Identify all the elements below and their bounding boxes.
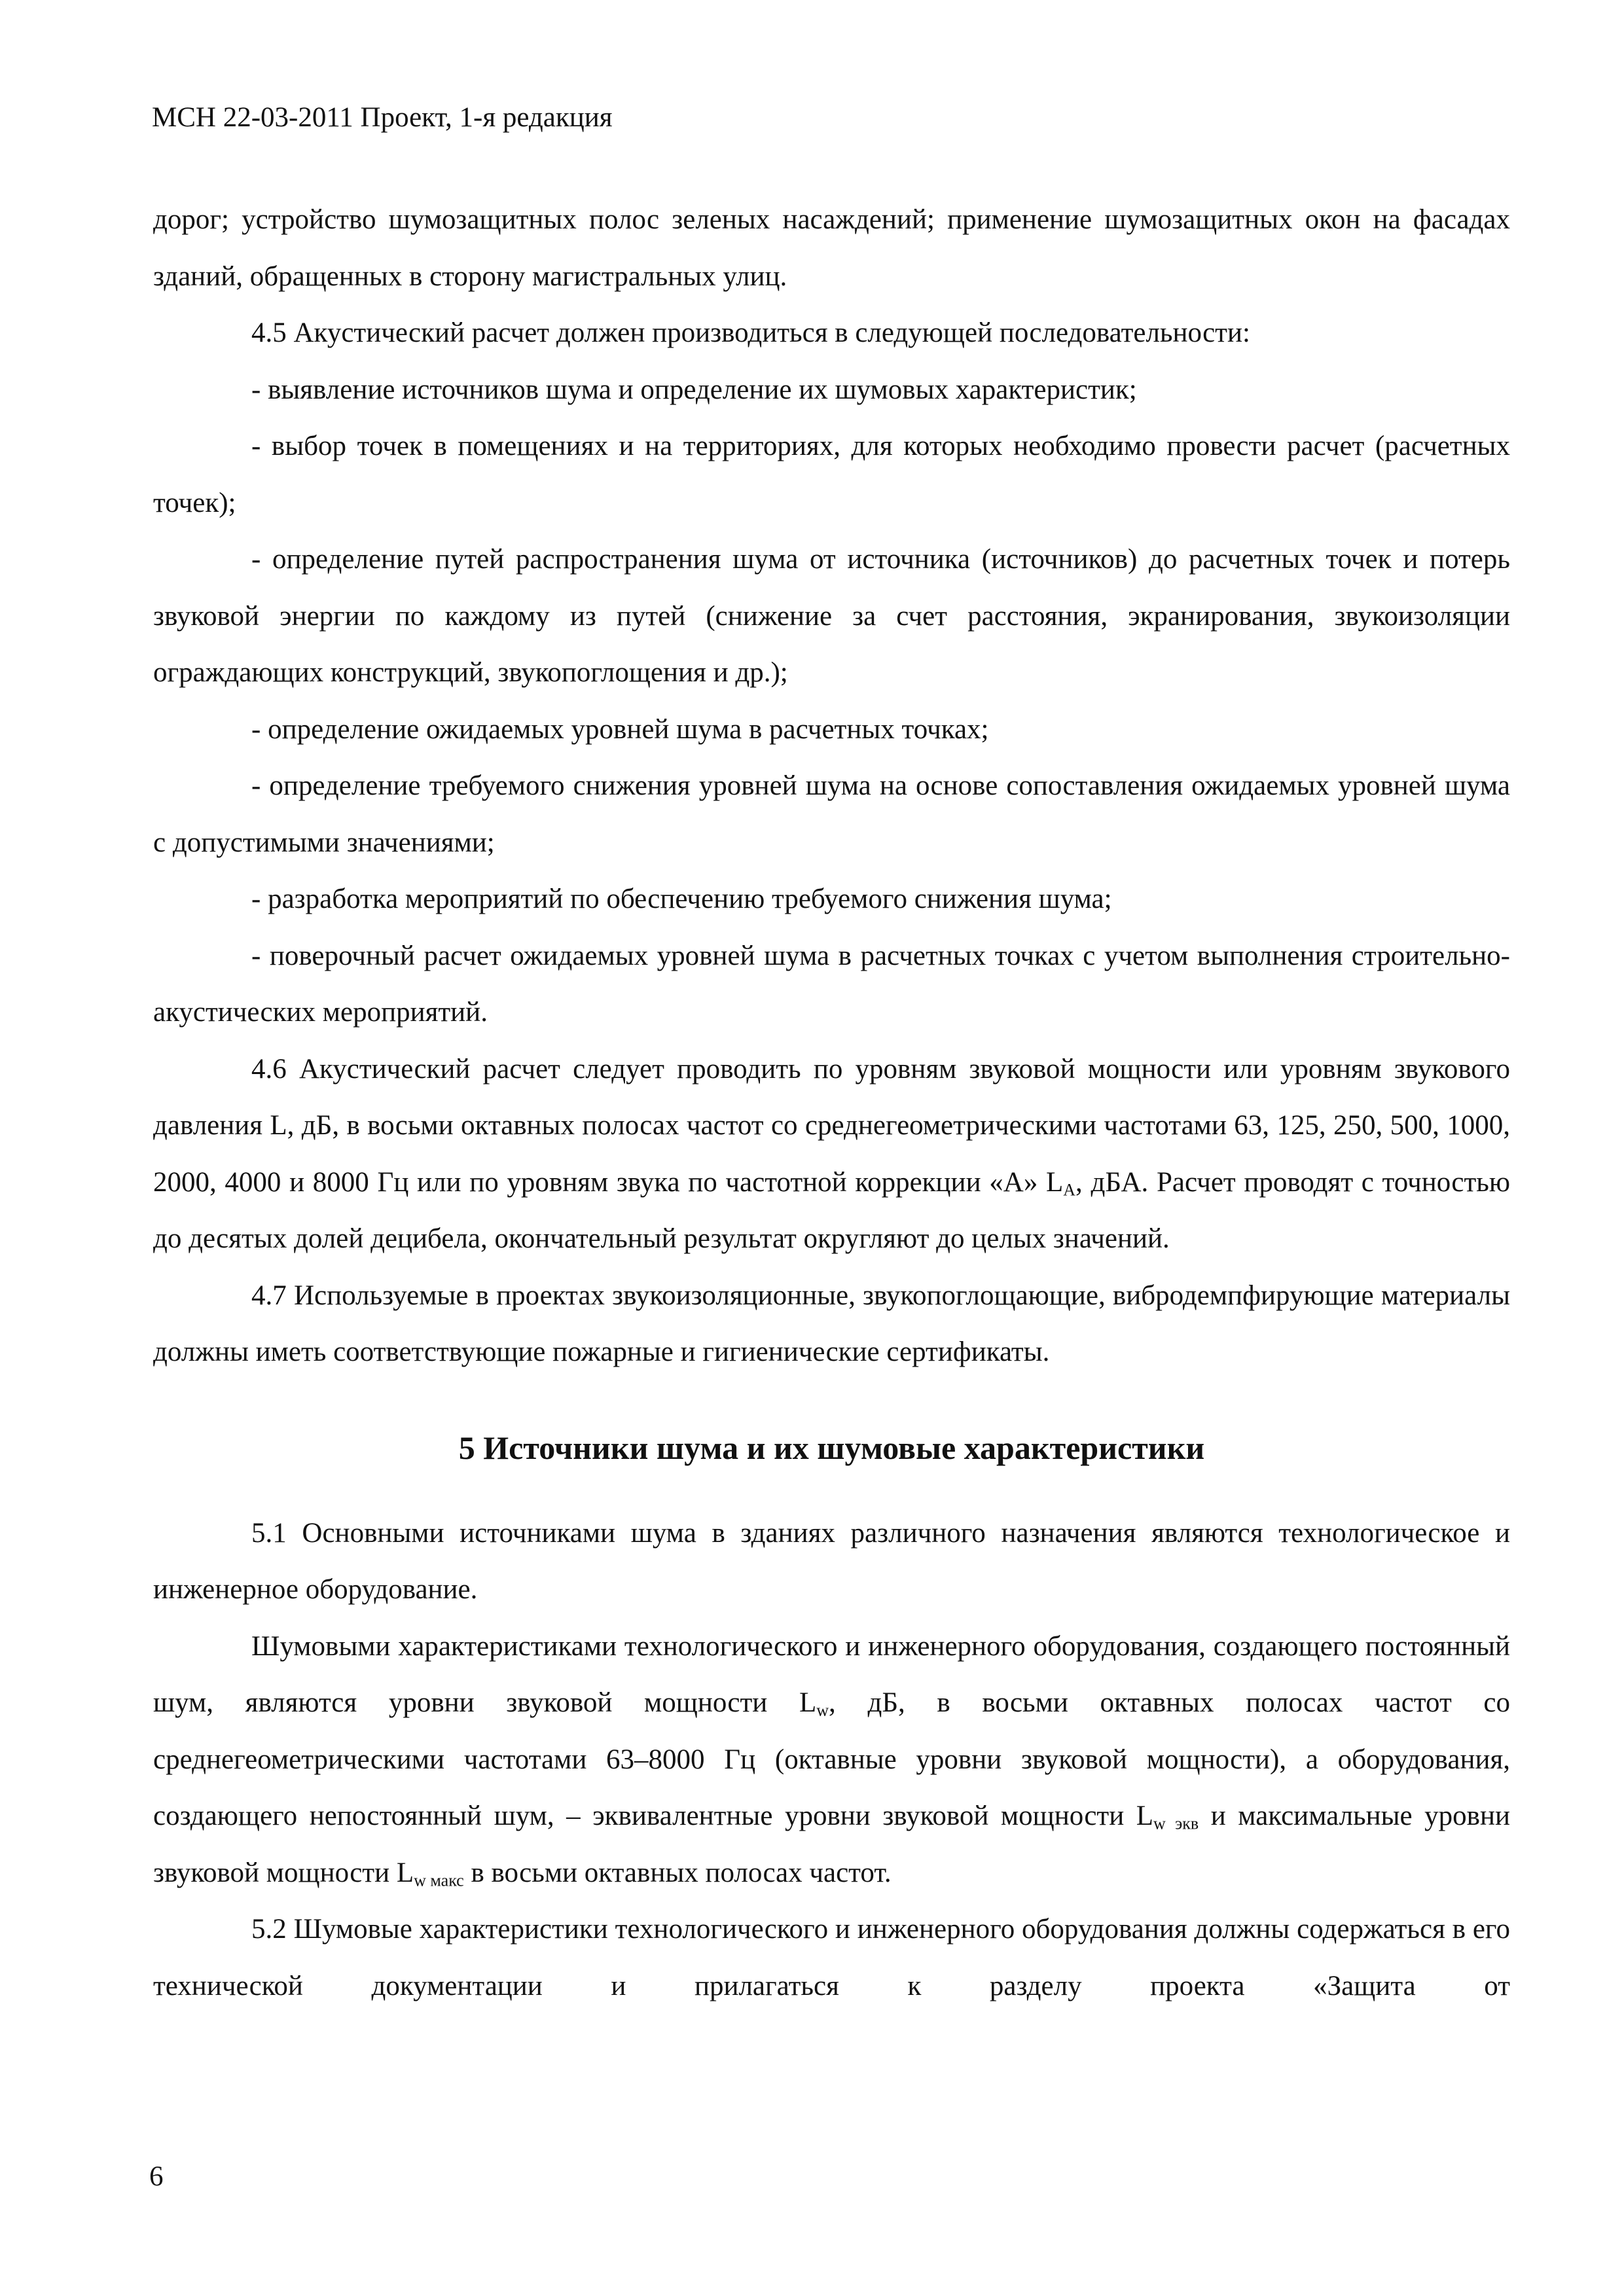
paragraph-4-5: 4.5 Акустический расчет должен производиться в следующей последовательности:: [251, 317, 1250, 348]
subscript-a: А: [1063, 1180, 1076, 1199]
subscript-w-maks: w макс: [414, 1871, 464, 1890]
list-item: - выбор точек в помещениях и на территориях, для которых необходимо провести расчет (расчетных точек);: [153, 431, 1510, 518]
characteristics-text-2: , дБ, в восьми октавных полосах частот со среднегеометрическими частотами 63–8000 Гц (октавные уровни звуковой мощности), а оборудования, создающего непостоянный шум, – эквивалентные уровни звуковой мощности L: [153, 1687, 1510, 1831]
list-item: - поверочный расчет ожидаемых уровней шума в расчетных точках с учетом выполнения строительно-акустических мероприятий.: [153, 940, 1510, 1028]
paragraph-noise-characteristics: [153, 1619, 1510, 1902]
characteristics-text: Шумовыми характеристиками технологического и инженерного оборудования, создающего постоянный шум, являются уровни звуковой мощности L: [153, 1630, 1510, 1718]
page-number: 6: [149, 2161, 164, 2192]
characteristics-text-3: и максимальные уровни звуковой мощности L: [153, 1801, 1511, 1888]
list-item: - выявление источников шума и определение их шумовых характеристик;: [251, 374, 1137, 405]
list-item: - разработка мероприятий по обеспечению требуемого снижения шума;: [251, 884, 1112, 914]
body-text: [153, 192, 1510, 2015]
paragraph-5-2: 5.2 Шумовые характеристики технологического и инженерного оборудования должны содержаться в его технической документации и прилагаться к разделу проекта «Защита от: [153, 1914, 1510, 2001]
paragraph-5-1: 5.1 Основными источниками шума в зданиях различного назначения являются технологическое и инженерное оборудование.: [153, 1517, 1510, 1605]
subscript-w: w: [816, 1700, 829, 1720]
list-item: - определение требуемого снижения уровней шума на основе сопоставления ожидаемых уровней шума с допустимыми значениями;: [153, 770, 1510, 858]
paragraph-continuation: дорог; устройство шумозащитных полос зеленых насаждений; применение шумозащитных окон на фасадах зданий, обращенных в сторону магистральных улиц.: [153, 204, 1510, 292]
list-item: - определение путей распространения шума от источника (источников) до расчетных точек и потерь звуковой энергии по каждому из путей (снижение за счет расстояния, экранирования, звукоизоляции ограждающих конструкций, звукопоглощения и др.);: [153, 544, 1510, 688]
paragraph-4-7: 4.7 Используемые в проектах звукоизоляционные, звукопоглощающие, вибродемпфирующие материалы должны иметь соответствующие пожарные и гигиенические сертификаты.: [153, 1280, 1510, 1367]
characteristics-text-4: в восьми октавных полосах частот.: [463, 1857, 892, 1888]
paragraph-4-6: [153, 1041, 1510, 1268]
subscript-w-ekv: w экв: [1153, 1814, 1199, 1833]
paragraph-4-6-text-end: , дБА. Расчет проводят с точностью до десятых долей децибела, окончательный результат округляют до целых значений.: [153, 1166, 1510, 1254]
list-item: - определение ожидаемых уровней шума в расчетных точках;: [251, 713, 989, 745]
section-5-heading: 5 Источники шума и их шумовые характеристики: [458, 1429, 1205, 1466]
paragraph-4-6-text: 4.6 Акустический расчет следует проводить по уровням звуковой мощности или уровням звукового давления L, дБ, в восьми октавных полосах частот со среднегеометрическими частотами 63, 125, 250, 500, 1000, 2000, 4000 и 8000 Гц или по уровням звука по частотной коррекции «А» L: [153, 1053, 1510, 1198]
running-header: МСН 22-03-2011 Проект, 1-я редакция: [152, 102, 613, 133]
